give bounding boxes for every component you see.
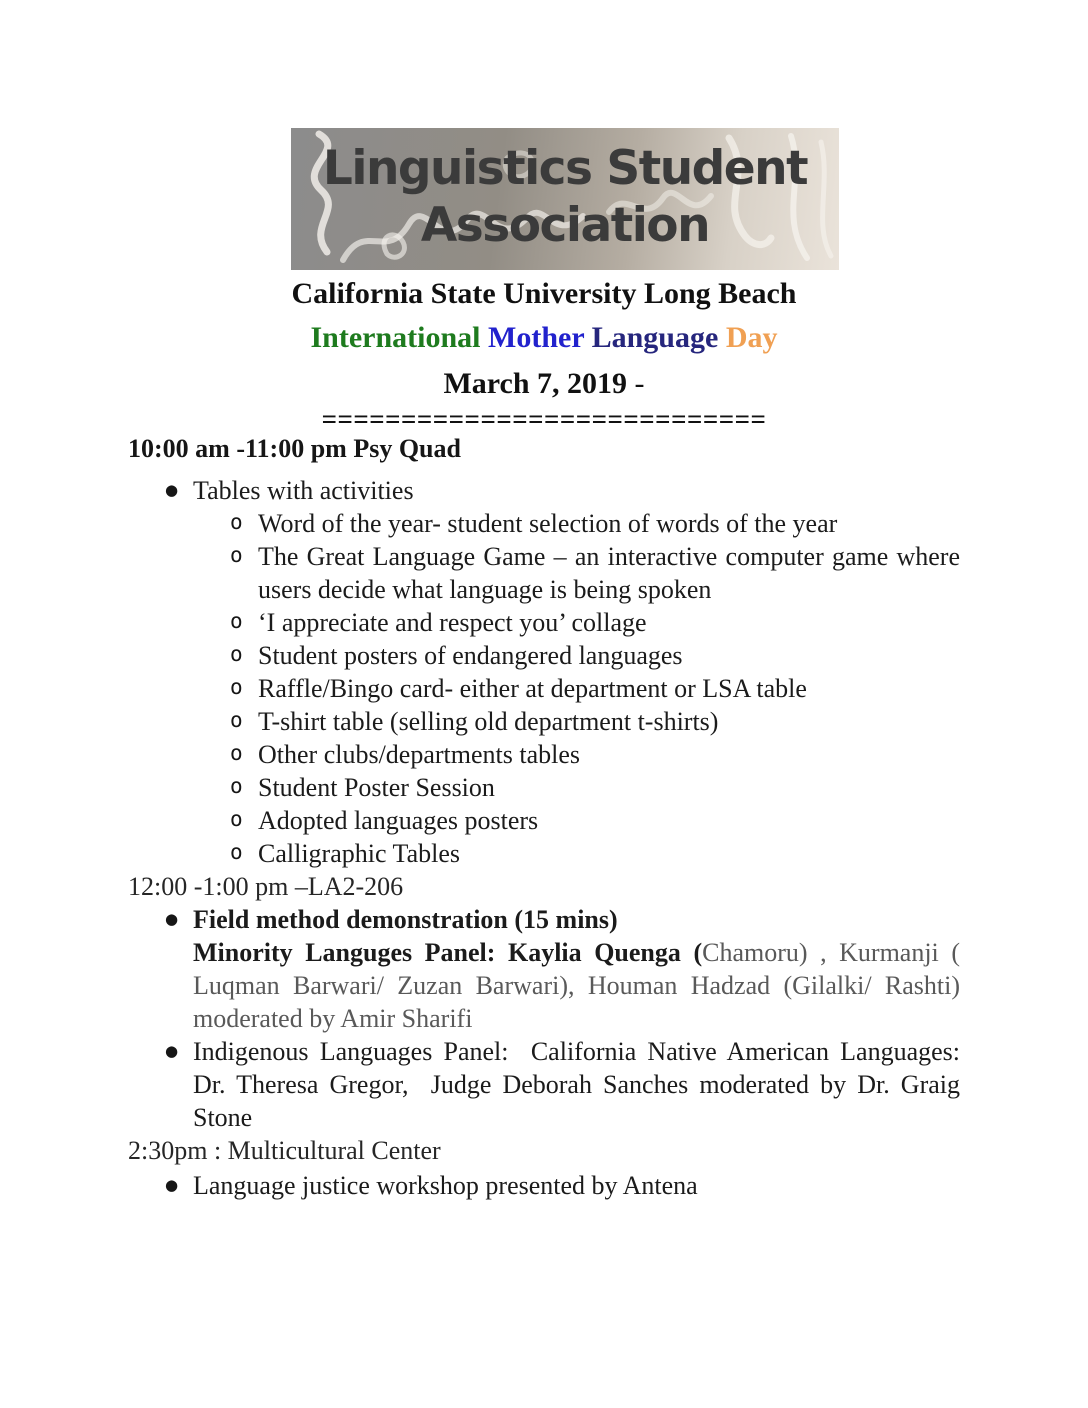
list-item xyxy=(128,837,960,870)
panel-description xyxy=(128,936,960,1035)
panel-description-bold: Minority Languges Panel: Kaylia Quenga ( xyxy=(193,938,703,967)
circle-bullet-icon: o xyxy=(230,642,243,666)
logo-title-line2: Association xyxy=(420,198,710,253)
lsa-logo-banner xyxy=(291,128,839,270)
section3-heading: 2:30pm : Multicultural Center xyxy=(128,1136,441,1165)
event-date-tail: - xyxy=(634,367,645,400)
list-item xyxy=(128,606,960,639)
list-item-label: Adopted languages posters xyxy=(258,806,539,835)
bullet-icon: ● xyxy=(165,481,179,499)
list-item-label: Student posters of endangered languages xyxy=(258,641,683,670)
section1-heading: 10:00 am -11:00 pm Psy Quad xyxy=(128,434,461,463)
flyer-header xyxy=(0,276,1088,432)
list-item xyxy=(128,771,960,804)
list-item-label: Student Poster Session xyxy=(258,773,495,802)
list-item xyxy=(128,1035,967,1134)
list-item xyxy=(128,639,960,672)
list-item xyxy=(128,672,960,705)
list-item xyxy=(128,804,960,837)
list-item-label: Word of the year- student selection of words of the year xyxy=(258,509,838,538)
list-item-label: Language justice workshop presented by Antena xyxy=(193,1171,698,1200)
list-item xyxy=(128,540,960,606)
section2-heading: 12:00 -1:00 pm –LA2-206 xyxy=(128,872,404,901)
list-item xyxy=(128,1169,960,1202)
list-item-label: Other clubs/departments tables xyxy=(258,740,581,769)
event-title xyxy=(0,320,1088,356)
circle-bullet-icon: o xyxy=(230,807,243,831)
list-item-label: T-shirt table (selling old department t-shirts) xyxy=(258,707,719,736)
separator-line: ============================ xyxy=(321,404,767,434)
circle-bullet-icon: o xyxy=(230,840,243,864)
bullet-icon: ● xyxy=(165,1176,179,1194)
list-item-label: The Great Language Game – an interactive computer game where users decide what language is being spoken xyxy=(258,542,960,604)
list-item xyxy=(128,738,960,771)
event-word-day: Day xyxy=(725,321,778,354)
circle-bullet-icon: o xyxy=(230,609,243,633)
university-title: California State University Long Beach xyxy=(291,277,797,310)
bullet-icon: ● xyxy=(165,1042,179,1060)
list-item xyxy=(128,705,960,738)
list-item xyxy=(128,474,960,507)
circle-bullet-icon: o xyxy=(230,510,243,534)
circle-bullet-icon: o xyxy=(230,774,243,798)
list-item-label: Indigenous Languages Panel: California Native American Languages: Dr. Theresa Gregor, Judge Deborah Sanches moderated by Dr. Graig Stone xyxy=(193,1037,967,1132)
list-item xyxy=(128,507,960,540)
list-item-label: Field method demonstration (15 mins) xyxy=(193,905,618,934)
panel-description-gray: Chamoru) , Kurmanji ( Luqman Barwari/ Zuzan Barwari), Houman Hadzad (Gilalki/ Rashti) moderated by Amir Sharifi xyxy=(193,938,960,1033)
bullet-icon: ● xyxy=(165,910,179,928)
event-word-international: International xyxy=(310,321,481,354)
list-item xyxy=(128,903,960,936)
list-item-label: Tables with activities xyxy=(193,476,414,505)
event-word-language: Language xyxy=(591,321,719,354)
list-item-label: Calligraphic Tables xyxy=(258,839,461,868)
list-item-label: Raffle/Bingo card- either at department or LSA table xyxy=(258,674,807,703)
logo-title-line1: Linguistics Student xyxy=(322,141,808,196)
event-date xyxy=(0,366,1088,402)
circle-bullet-icon: o xyxy=(230,543,243,567)
schedule xyxy=(128,432,967,1202)
event-date-main: March 7, 2019 xyxy=(443,367,628,400)
circle-bullet-icon: o xyxy=(230,675,243,699)
circle-bullet-icon: o xyxy=(230,741,243,765)
event-word-mother: Mother xyxy=(488,321,585,354)
circle-bullet-icon: o xyxy=(230,708,243,732)
list-item-label: ‘I appreciate and respect you’ collage xyxy=(258,608,647,637)
